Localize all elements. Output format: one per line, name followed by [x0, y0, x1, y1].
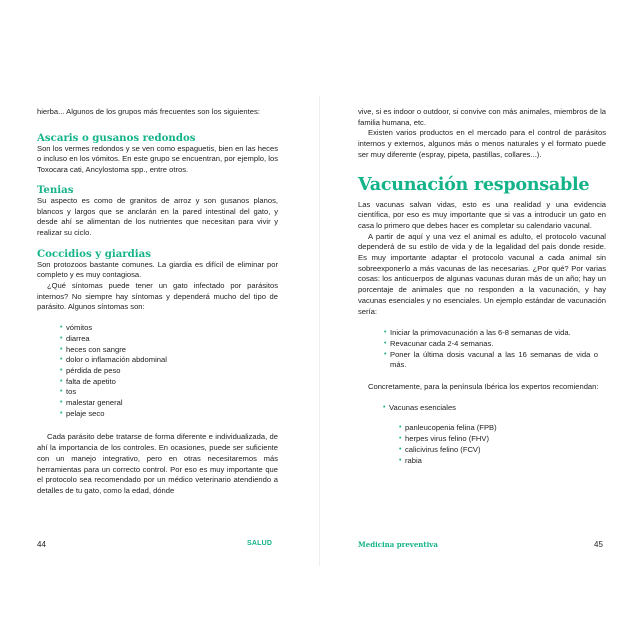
list-item: • panleucopenia felina (FPB): [405, 423, 606, 434]
symptoms-list: [37, 323, 278, 419]
paragraph-vaccines-intro: Las vacunas salvan vidas, esto es una realidad y una evidencia científica, por eso es muy importante que si vas a introducir un gato en casa lo primero que debes hacer es completar su calendario vacunal.: [358, 199, 606, 230]
essential-vaccines-list: [358, 423, 606, 466]
page-number-left: 44: [37, 540, 46, 549]
list-item: • pelaje seco: [66, 409, 278, 420]
list-item: • Vacunas esenciales: [389, 403, 606, 414]
list-item: • vómitos: [66, 323, 278, 334]
list-item: • dolor o inflamación abdominal: [66, 355, 278, 366]
list-item: • falta de apetito: [66, 377, 278, 388]
right-text-column: [358, 107, 606, 466]
running-head-right: Medicina preventiva: [358, 540, 438, 549]
list-item: • herpes virus felino (FHV): [405, 434, 606, 445]
paragraph-recommendations: Concretamente, para la península Ibérica los expertos recomiendan:: [368, 382, 599, 392]
paragraph-closing: Cada parásito debe tratarse de forma diferente e individualizada, de ahí la importancia de los controles. En ocasiones, puede ser suficiente con un manejo integrativo, pero en otras necesitaremos más herramientas para un correcto control. Por eso es muy importante que el protocolo sea recomendado por un médico veterinario atendiendo a detalles de tu gato, como la edad, dónde: [37, 432, 278, 495]
heading-ascaris: Ascaris o gusanos redondos: [37, 131, 196, 144]
paragraph-ascaris: Son los vermes redondos y se ven como espaguetis, bien en las heces o incluso en los vómitos. En este grupo se encuentran, por ejemplo, los Toxocara cati, Ancylostoma spp., entre otros.: [37, 143, 278, 175]
list-item: • diarrea: [66, 334, 278, 345]
page-number-right: 45: [594, 540, 603, 549]
list-item: • Poner la última dosis vacunal a las 16 semanas de vida o más.: [390, 350, 598, 371]
paragraph-intro: hierba... Algunos de los grupos más frecuentes son los siguientes:: [37, 107, 260, 116]
heading-tenias: Tenias: [37, 183, 74, 196]
left-text-column: [37, 107, 278, 497]
essential-vaccines-heading-list: [358, 403, 606, 414]
list-item: • calicivirus felino (FCV): [405, 445, 606, 456]
list-item: • Revacunar cada 2-4 semanas.: [390, 339, 598, 350]
heading-coccidios: Coccidios y giardias: [37, 247, 152, 260]
vaccination-schedule-list: [358, 328, 606, 371]
paragraph-coccidios: Son protozoos bastante comunes. La giardia es difícil de eliminar por completo y es muy contagiosa.: [37, 259, 278, 280]
list-item: • pérdida de peso: [66, 366, 278, 377]
list-item: • rabia: [405, 456, 606, 467]
running-head-left: SALUD: [247, 540, 273, 547]
list-item: • tos: [66, 387, 278, 398]
paragraph-protocol: A partir de aquí y una vez el animal es adulto, el protocolo vacunal dependerá de su estilo de vida y de la legalidad del país donde reside. Es muy importante adaptar el protocolo vacunal a cada animal sin sobreexponerlo a más vacunas de las necesarias. ¿Por qué? Por varias cosas: los anticuerpos de algunas vacunas duran más de un año; hay un porcentaje de animales que no responden a la vacunación, y hay vacunas esenciales y no esenciales. Un ejemplo estándar de vacunación sería:: [358, 231, 606, 316]
paragraph-continuation: vive, si es indoor o outdoor, si convive con más animales, miembros de la familia humana, etc.: [358, 107, 606, 127]
list-item: • heces con sangre: [66, 345, 278, 356]
paragraph-sintomas: ¿Qué síntomas puede tener un gato infectado por parásitos internos? No siempre hay síntomas y dependerá mucho del tipo de parásito. Algunos síntomas son:: [37, 281, 278, 312]
paragraph-tenias: Su aspecto es como de granitos de arroz y son gusanos planos, blancos y largos que se anclarán en la pared intestinal del gato, y desde ahí se alimentan de los nutrientes que necesitan para vivir y realizar su ciclo.: [37, 195, 278, 237]
right-page: [320, 0, 640, 640]
list-item: • Iniciar la primovacunación a las 6-8 semanas de vida.: [390, 328, 598, 339]
paragraph-products: Existen varios productos en el mercado para el control de parásitos internos y externos, algunos más o menos naturales y el formato puede ser muy diferente (espray, pipeta, pastillas, collares...).: [358, 128, 606, 159]
list-item: • malestar general: [66, 398, 278, 409]
section-heading-vacunacion: Vacunación responsable: [358, 173, 590, 195]
